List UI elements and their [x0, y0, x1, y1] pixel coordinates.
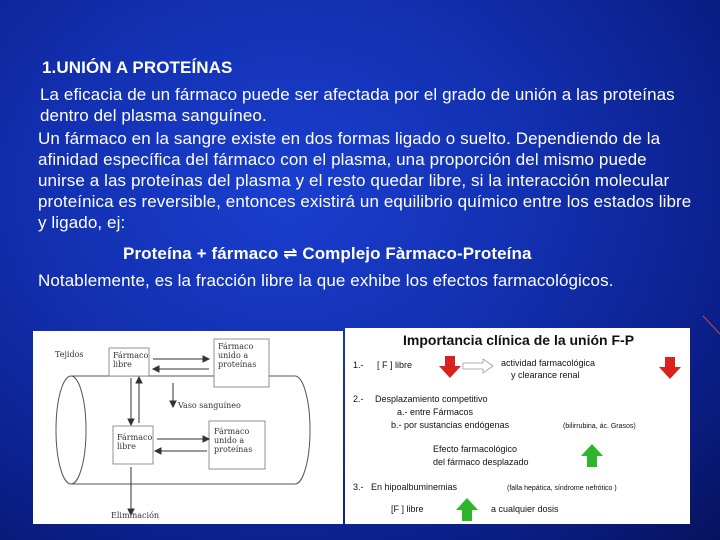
distribution-diagram: [33, 331, 343, 524]
item3-sub-effect: a cualquier dosis: [491, 504, 559, 514]
red-down-arrow-icon: [439, 356, 461, 378]
label-farmaco-libre-top: Fármaco libre: [113, 351, 149, 369]
item3-text: En hipoalbuminemias: [371, 482, 458, 492]
paragraph-forms: Un fármaco en la sangre existe en dos formas ligado o suelto. Dependiendo de la afinidad específica del fármaco con el plasma, una proporción del mismo puede unirse a las proteínas del plasma y el resto quedar libre, si la interacción molecular proteínica es reversible, entonces existirá un equilibrio químico entre los estados libre y ligado, ej:: [38, 129, 692, 232]
distribution-diagram-drawing: [33, 331, 343, 524]
clinical-importance-title: Importancia clínica de la unión F-P: [403, 332, 635, 348]
label-eliminacion: Eliminación: [111, 511, 160, 520]
item2-a: a.- entre Fármacos: [397, 407, 474, 417]
item1-text: [ F ] libre: [377, 360, 413, 370]
item1-effect-line2: y clearance renal: [511, 370, 580, 380]
label-tejidos: Tejidos: [55, 350, 84, 359]
item2-text: Desplazamiento competitivo: [375, 394, 488, 404]
clinical-importance-panel: [345, 328, 690, 524]
hollow-right-arrow-icon: [463, 359, 493, 373]
slide-title: 1.UNIÓN A PROTEÍNAS: [42, 58, 233, 77]
item1-number: 1.-: [353, 360, 364, 370]
item2-effect-line1: Efecto farmacológico: [433, 444, 518, 454]
item2-number: 2.-: [353, 394, 364, 404]
label-farmaco-unido-bottom: Fármaco unido a proteínas: [214, 427, 253, 454]
item1-effect-line1: actividad farmacológica: [501, 358, 596, 368]
item3-note: (falla hepática, síndrome nefrótico ): [507, 485, 617, 492]
item2-b: b.- por sustancias endógenas: [391, 420, 510, 430]
paragraph-efficacy: La eficacia de un fármaco puede ser afectada por el grado de unión a las proteínas dentro del plasma sanguíneo.: [40, 85, 675, 125]
green-up-arrow-icon: [581, 444, 603, 467]
label-vaso-sanguineo: Vaso sanguíneo: [178, 401, 241, 410]
item2-b-note: (bilirrubina, ác. Grasos): [563, 423, 636, 430]
item3-sub: [F ] libre: [391, 504, 424, 514]
item3-number: 3.-: [353, 482, 364, 492]
label-farmaco-libre-bottom: Fármaco libre: [117, 433, 153, 451]
item2-effect-line2: del fármaco desplazado: [433, 457, 529, 467]
red-down-arrow-icon: [659, 357, 681, 379]
equilibrium-equation: Proteína + fármaco ⇌ Complejo Fàrmaco-Proteína: [123, 244, 532, 263]
paragraph-free-fraction: Notablemente, es la fracción libre la que exhibe los efectos farmacológicos.: [38, 271, 614, 290]
label-farmaco-unido-top: Fármaco unido a proteínas: [218, 342, 257, 369]
green-up-arrow-icon: [456, 498, 478, 521]
